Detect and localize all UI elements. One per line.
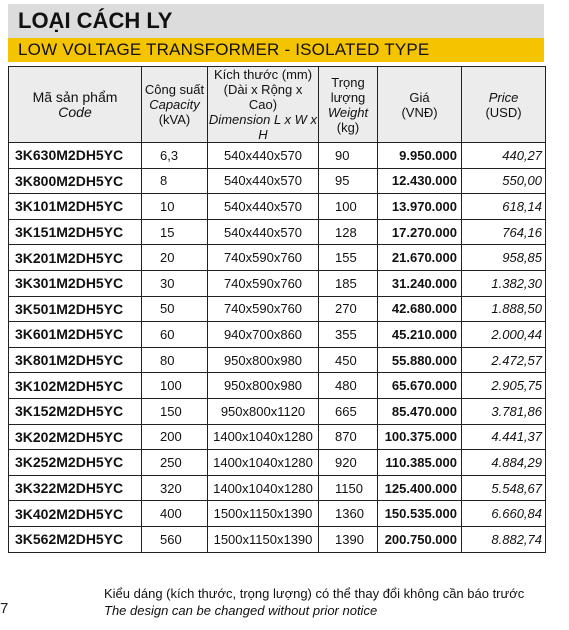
table-row <box>9 373 546 399</box>
footnote-vietnamese: Kiểu dáng (kích thước, trọng lượng) có thể thay đổi không cần báo trước <box>104 586 525 601</box>
header-capacity <box>142 67 208 143</box>
section-title: LOẠI CÁCH LY <box>8 4 544 38</box>
cell-weight: 665 <box>319 398 378 424</box>
header-code <box>9 67 142 143</box>
header-price-vnd <box>378 67 462 143</box>
table-row <box>9 194 546 220</box>
cell-price-vnd: 85.470.000 <box>378 398 462 424</box>
cell-price-vnd: 110.385.000 <box>378 450 462 476</box>
cell-price-vnd: 9.950.000 <box>378 143 462 169</box>
cell-capacity: 150 <box>142 398 208 424</box>
cell-price-usd: 4.441,37 <box>462 424 546 450</box>
cell-price-usd: 5.548,67 <box>462 475 546 501</box>
cell-price-usd: 6.660,84 <box>462 501 546 527</box>
cell-dimension: 950x800x1120 <box>208 398 319 424</box>
table-row <box>9 424 546 450</box>
footnote-english: The design can be changed without prior notice <box>104 603 378 618</box>
cell-price-usd: 2.000,44 <box>462 322 546 348</box>
cell-capacity: 320 <box>142 475 208 501</box>
cell-price-vnd: 17.270.000 <box>378 219 462 245</box>
cell-code: 3K801M2DH5YC <box>9 347 142 373</box>
cell-code: 3K202M2DH5YC <box>9 424 142 450</box>
cell-capacity: 60 <box>142 322 208 348</box>
header-dimension-sub: Dimension L x W x H <box>208 112 318 142</box>
cell-weight: 355 <box>319 322 378 348</box>
cell-dimension: 1500x1150x1390 <box>208 501 319 527</box>
cell-price-vnd: 200.750.000 <box>378 526 462 552</box>
table-header-row <box>9 67 546 143</box>
table-row <box>9 347 546 373</box>
cell-code: 3K101M2DH5YC <box>9 194 142 220</box>
header-capacity-sub: Capacity <box>149 97 200 112</box>
table-row <box>9 322 546 348</box>
header-dimension-main: Kích thước (mm) <box>213 67 313 82</box>
cell-dimension: 540x440x570 <box>208 219 319 245</box>
price-table <box>8 66 546 553</box>
cell-price-usd: 2.472,57 <box>462 347 546 373</box>
table-row <box>9 219 546 245</box>
cell-dimension: 540x440x570 <box>208 168 319 194</box>
cell-weight: 1360 <box>319 501 378 527</box>
cell-code: 3K152M2DH5YC <box>9 398 142 424</box>
cell-code: 3K322M2DH5YC <box>9 475 142 501</box>
cell-dimension: 540x440x570 <box>208 194 319 220</box>
table-row <box>9 245 546 271</box>
table-row <box>9 450 546 476</box>
page-number: 7 <box>0 600 9 617</box>
cell-dimension: 940x700x860 <box>208 322 319 348</box>
cell-price-vnd: 12.430.000 <box>378 168 462 194</box>
cell-weight: 920 <box>319 450 378 476</box>
cell-dimension: 740x590x760 <box>208 296 319 322</box>
cell-capacity: 400 <box>142 501 208 527</box>
cell-price-vnd: 55.880.000 <box>378 347 462 373</box>
cell-dimension: 540x440x570 <box>208 143 319 169</box>
cell-capacity: 30 <box>142 270 208 296</box>
table-row <box>9 270 546 296</box>
header-code-main: Mã sản phẩm <box>32 88 118 105</box>
cell-capacity: 15 <box>142 219 208 245</box>
cell-weight: 185 <box>319 270 378 296</box>
cell-dimension: 1500x1150x1390 <box>208 526 319 552</box>
cell-price-usd: 4.884,29 <box>462 450 546 476</box>
cell-weight: 1150 <box>319 475 378 501</box>
cell-dimension: 740x590x760 <box>208 270 319 296</box>
section-subtitle: LOW VOLTAGE TRANSFORMER - ISOLATED TYPE <box>8 38 544 62</box>
cell-dimension: 1400x1040x1280 <box>208 450 319 476</box>
cell-price-usd: 958,85 <box>462 245 546 271</box>
header-dimension <box>208 67 319 143</box>
cell-weight: 1390 <box>319 526 378 552</box>
cell-price-vnd: 100.375.000 <box>378 424 462 450</box>
header-code-sub: Code <box>58 103 92 120</box>
cell-code: 3K501M2DH5YC <box>9 296 142 322</box>
table-row <box>9 168 546 194</box>
cell-price-usd: 1.888,50 <box>462 296 546 322</box>
table-row <box>9 475 546 501</box>
cell-weight: 128 <box>319 219 378 245</box>
cell-code: 3K630M2DH5YC <box>9 143 142 169</box>
cell-price-vnd: 125.400.000 <box>378 475 462 501</box>
cell-weight: 270 <box>319 296 378 322</box>
cell-dimension: 1400x1040x1280 <box>208 475 319 501</box>
header-capacity-unit: (kVA) <box>158 112 191 127</box>
cell-capacity: 10 <box>142 194 208 220</box>
header-price-usd-main: Price <box>488 89 519 105</box>
cell-code: 3K201M2DH5YC <box>9 245 142 271</box>
table-row <box>9 143 546 169</box>
cell-price-usd: 3.781,86 <box>462 398 546 424</box>
table-row <box>9 398 546 424</box>
cell-price-vnd: 13.970.000 <box>378 194 462 220</box>
cell-dimension: 950x800x980 <box>208 373 319 399</box>
cell-code: 3K601M2DH5YC <box>9 322 142 348</box>
cell-code: 3K562M2DH5YC <box>9 526 142 552</box>
cell-price-usd: 550,00 <box>462 168 546 194</box>
cell-price-usd: 764,16 <box>462 219 546 245</box>
cell-price-vnd: 21.670.000 <box>378 245 462 271</box>
cell-capacity: 560 <box>142 526 208 552</box>
header-weight-unit: (kg) <box>336 119 360 135</box>
cell-capacity: 200 <box>142 424 208 450</box>
cell-weight: 870 <box>319 424 378 450</box>
header-price-vnd-unit: (VNĐ) <box>401 104 438 120</box>
cell-dimension: 1400x1040x1280 <box>208 424 319 450</box>
header-capacity-main: Công suất <box>144 82 205 97</box>
cell-weight: 95 <box>319 168 378 194</box>
cell-price-vnd: 150.535.000 <box>378 501 462 527</box>
header-weight-main: Trọng lượng <box>330 74 366 105</box>
cell-code: 3K301M2DH5YC <box>9 270 142 296</box>
cell-price-usd: 2.905,75 <box>462 373 546 399</box>
cell-price-usd: 618,14 <box>462 194 546 220</box>
cell-capacity: 6,3 <box>142 143 208 169</box>
cell-capacity: 80 <box>142 347 208 373</box>
cell-capacity: 8 <box>142 168 208 194</box>
cell-price-vnd: 31.240.000 <box>378 270 462 296</box>
header-dimension-line2: (Dài x Rộng x Cao) <box>223 82 303 112</box>
cell-price-usd: 1.382,30 <box>462 270 546 296</box>
table-row <box>9 501 546 527</box>
header-price-usd-unit: (USD) <box>485 104 522 120</box>
cell-weight: 90 <box>319 143 378 169</box>
cell-code: 3K102M2DH5YC <box>9 373 142 399</box>
cell-capacity: 100 <box>142 373 208 399</box>
cell-capacity: 50 <box>142 296 208 322</box>
cell-code: 3K800M2DH5YC <box>9 168 142 194</box>
cell-price-vnd: 65.670.000 <box>378 373 462 399</box>
cell-capacity: 20 <box>142 245 208 271</box>
cell-weight: 100 <box>319 194 378 220</box>
cell-weight: 450 <box>319 347 378 373</box>
table-row <box>9 526 546 552</box>
cell-price-vnd: 42.680.000 <box>378 296 462 322</box>
cell-dimension: 740x590x760 <box>208 245 319 271</box>
cell-price-usd: 8.882,74 <box>462 526 546 552</box>
cell-price-vnd: 45.210.000 <box>378 322 462 348</box>
header-weight <box>319 67 378 143</box>
header-price-vnd-main: Giá <box>409 89 430 105</box>
cell-capacity: 250 <box>142 450 208 476</box>
cell-price-usd: 440,27 <box>462 143 546 169</box>
header-price-usd <box>462 67 546 143</box>
cell-code: 3K151M2DH5YC <box>9 219 142 245</box>
cell-dimension: 950x800x980 <box>208 347 319 373</box>
header-weight-sub: Weight <box>327 104 369 120</box>
cell-code: 3K402M2DH5YC <box>9 501 142 527</box>
cell-code: 3K252M2DH5YC <box>9 450 142 476</box>
cell-weight: 155 <box>319 245 378 271</box>
cell-weight: 480 <box>319 373 378 399</box>
table-row <box>9 296 546 322</box>
